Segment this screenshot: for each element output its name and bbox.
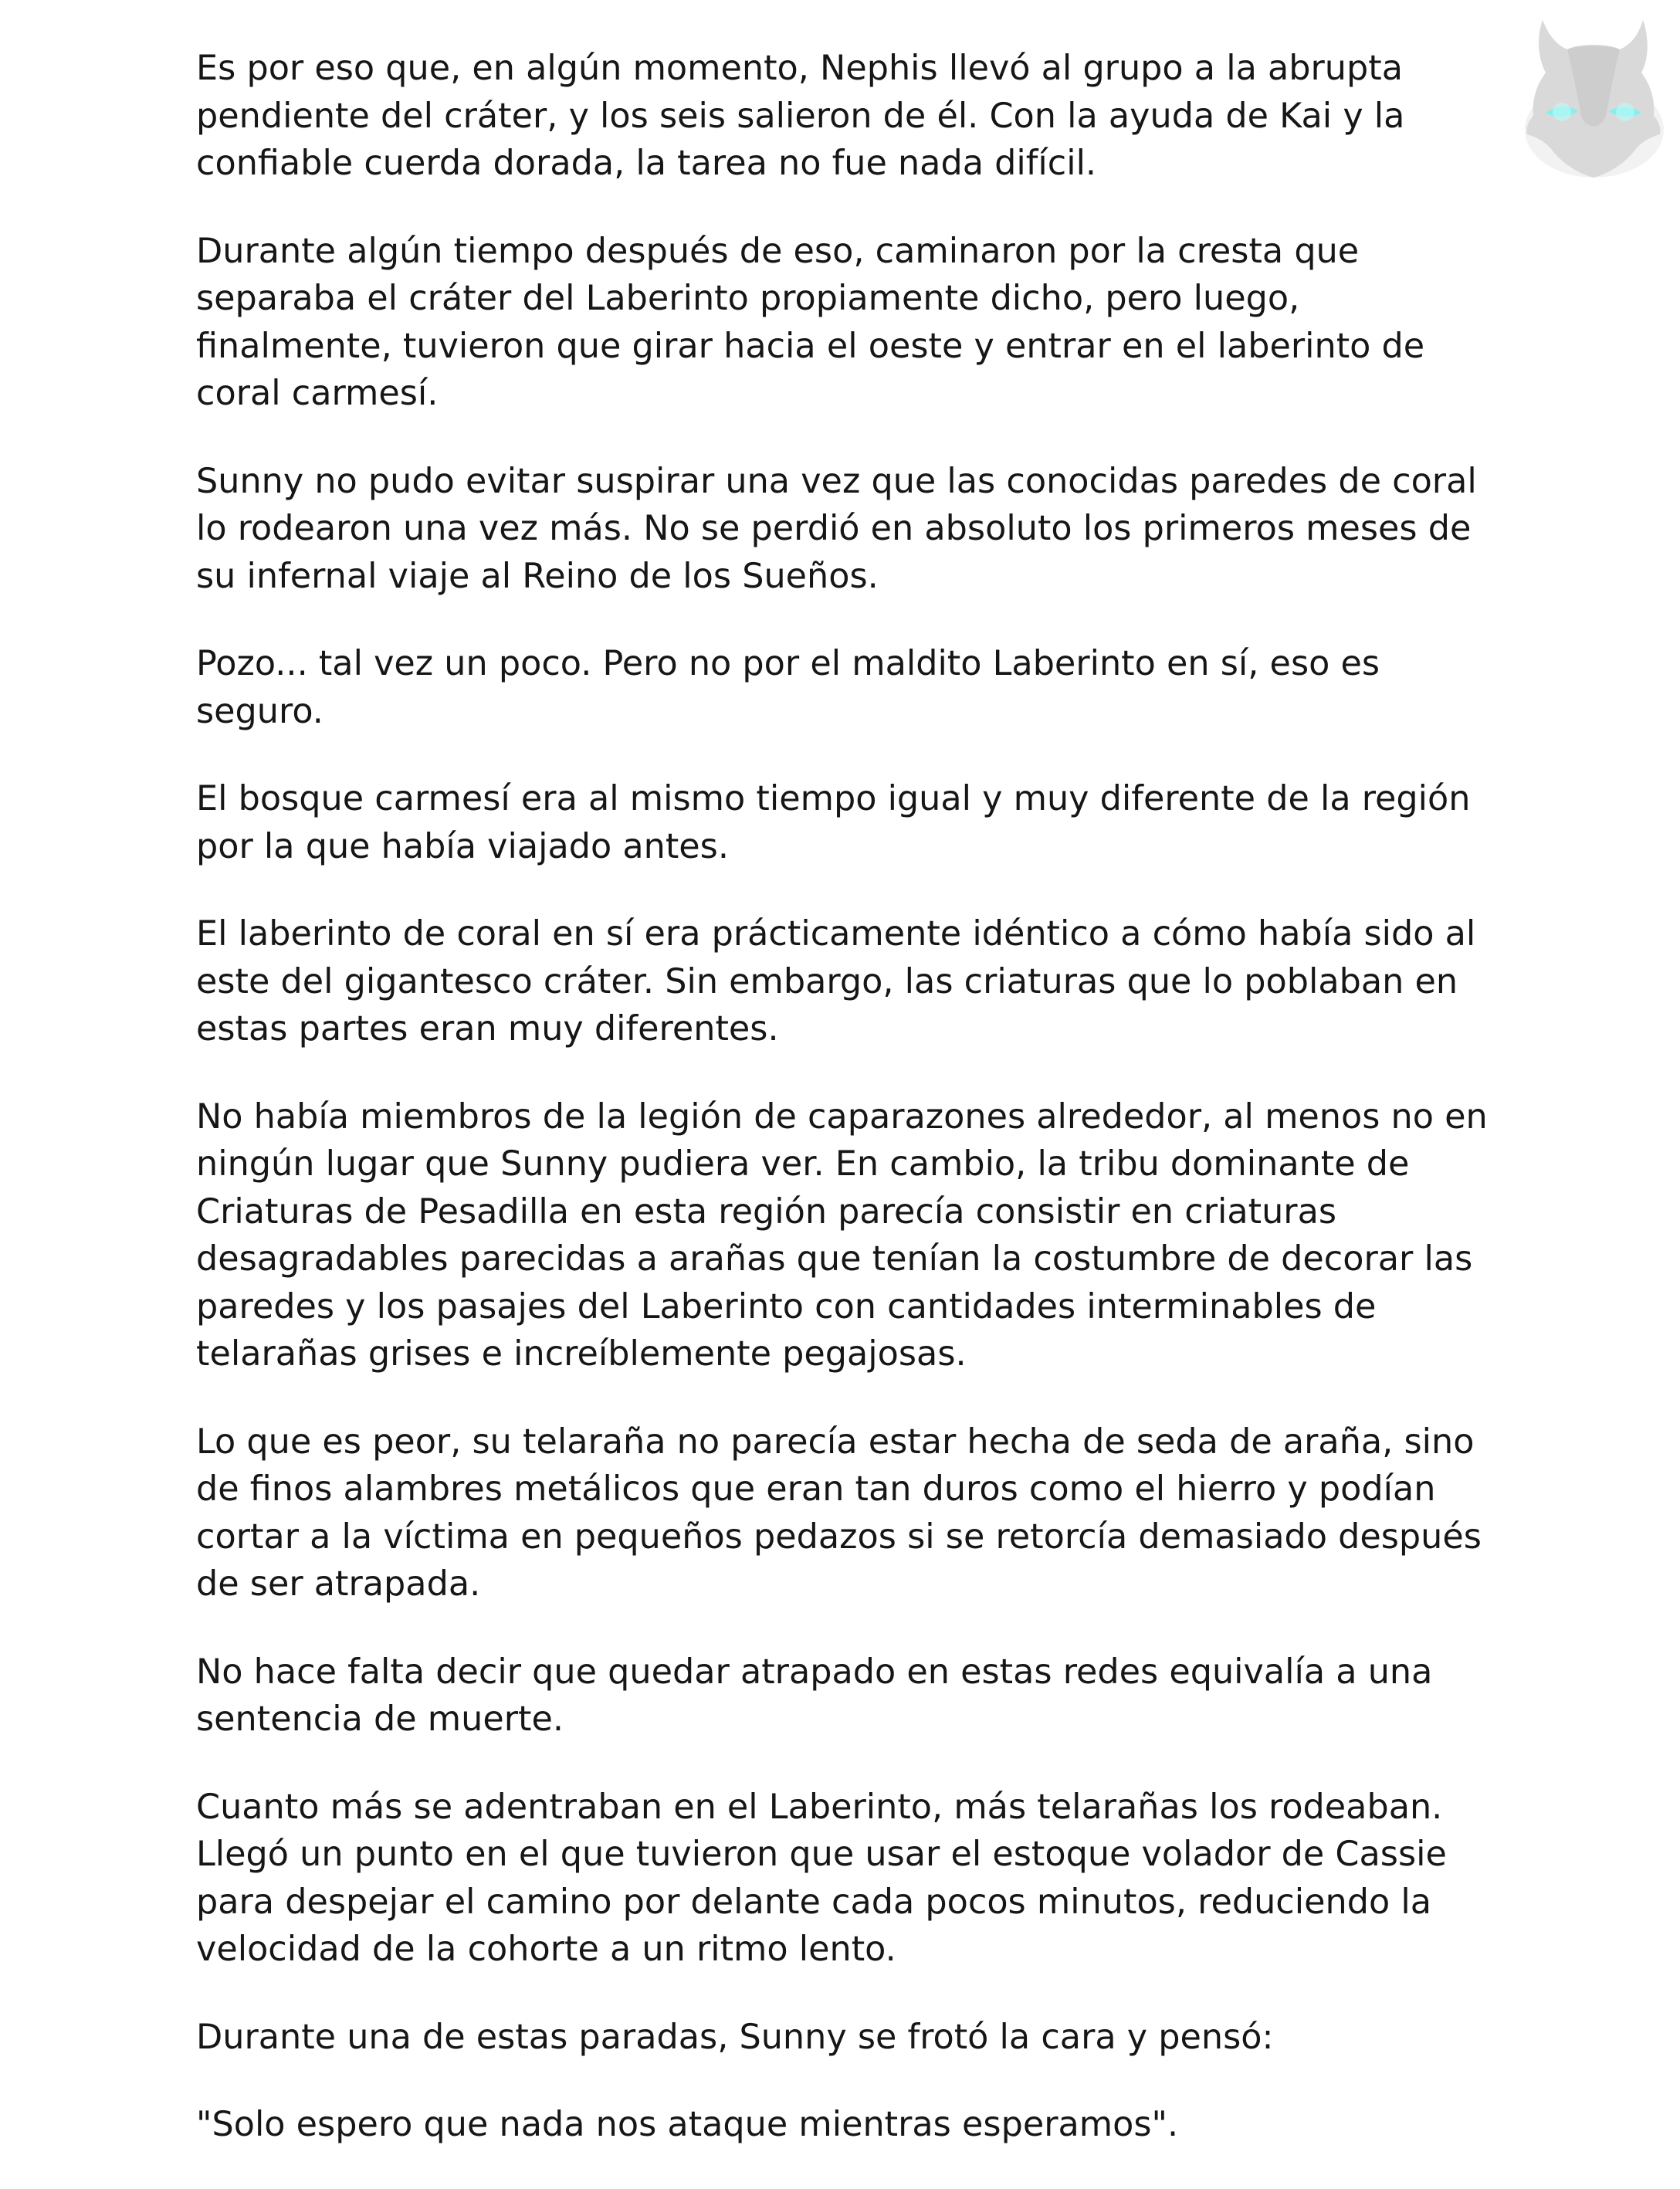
horned-mask-icon (1519, 14, 1666, 188)
logo-left-eye-glow (1553, 103, 1571, 121)
paragraph: Pozo... tal vez un poco. Pero no por el maldito Laberinto en sí, eso es seguro. (196, 644, 1380, 731)
paragraph: Es por eso que, en algún momento, Nephis llevó al grupo a la abrupta pendiente del cráter, y los seis salieron de él. Con la ayuda de Kai y la confiable cuerda dorada, la tarea no fue nada difícil. (196, 49, 1405, 183)
paragraph: Durante algún tiempo después de eso, caminaron por la cresta que separaba el cráter del Laberinto propiamente dicho, pero luego, finalmente, tuvieron que girar hacia el oeste y entrar en el laberinto de coral carmesí. (196, 231, 1425, 413)
paragraph: Sunny no pudo evitar suspirar una vez que las conocidas paredes de coral lo rodearon una vez más. No se perdió en absoluto los primeros meses de su infernal viaje al Reino de los Sueños. (196, 461, 1477, 596)
paragraph: Durante una de estas paradas, Sunny se frotó la cara y pensó: (196, 2017, 1274, 2057)
paragraph: No había miembros de la legión de caparazones alrededor, al menos no en ningún lugar que Sunny pudiera ver. En cambio, la tribu dominante de Criaturas de Pesadilla en esta región parecía consistir en criaturas desagradables parecidas a arañas que tenían la costumbre de decorar las paredes y los pasajes del Laberinto con cantidades interminables de telarañas grises e increíblemente pegajosas. (196, 1096, 1488, 1374)
paragraph: "Solo espero que nada nos ataque mientras esperamos". (196, 2105, 1179, 2144)
document-body (196, 45, 1501, 2189)
logo-right-eye-glow (1616, 103, 1634, 121)
paragraph: El bosque carmesí era al mismo tiempo igual y muy diferente de la región por la que había viajado antes. (196, 779, 1471, 866)
paragraph: No hace falta decir que quedar atrapado en estas redes equivalía a una sentencia de muerte. (196, 1652, 1433, 1739)
paragraph: Lo que es peor, su telaraña no parecía estar hecha de seda de araña, sino de finos alambres metálicos que eran tan duros como el hierro y podían cortar a la víctima en pequeños pedazos si se retorcía demasiado después de ser atrapada. (196, 1421, 1482, 1604)
paragraph: El laberinto de coral en sí era prácticamente idéntico a cómo había sido al este del gigantesco cráter. Sin embargo, las criaturas que lo poblaban en estas partes eran muy diferentes. (196, 914, 1476, 1049)
paragraph: Cuanto más se adentraban en el Laberinto, más telarañas los rodeaban. Llegó un punto en el que tuvieron que usar el estoque volador de Cassie para despejar el camino por delante cada pocos minutos, reduciendo la velocidad de la cohorte a un ritmo lento. (196, 1787, 1447, 1969)
